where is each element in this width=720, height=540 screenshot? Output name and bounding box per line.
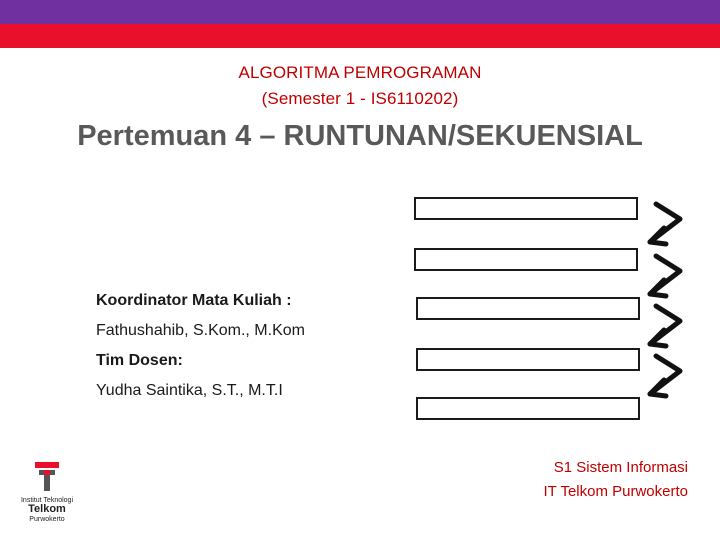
lecturer-info [96,286,305,406]
logo-line-1: Institut Teknologi [20,497,73,504]
footer-line-1: S1 Sistem Informasi [553,459,688,476]
sequence-box-4 [417,349,639,370]
sequence-box-1 [415,198,637,219]
team-label: Tim Dosen: [96,352,183,369]
sequence-box-3 [417,298,639,319]
flow-arrow-2 [650,256,680,296]
telkom-emblem-icon [34,462,60,492]
institution-logo [10,462,84,523]
top-bar-red [0,24,720,48]
logo-line-2: Telkom [28,503,66,516]
course-title: ALGORITMA PEMROGRAMAN [238,63,482,82]
semester-subtitle: (Semester 1 - IS6110202) [261,89,459,108]
coordinator-label: Koordinator Mata Kuliah : [96,292,292,309]
footer-program [544,456,689,504]
flow-arrow-4 [650,356,680,396]
top-bar-purple [0,0,720,24]
logo-line-3: Purwokerto [29,515,65,523]
team-name: Yudha Saintika, S.T., M.T.I [96,382,283,399]
sequence-diagram [408,190,698,430]
flow-arrow-1 [650,204,680,244]
sequence-box-2 [415,249,637,270]
footer-line-2: IT Telkom Purwokerto [543,483,688,500]
meeting-title: Pertemuan 4 – RUNTUNAN/SEKUENSIAL [77,120,643,152]
coordinator-name: Fathushahib, S.Kom., M.Kom [96,322,305,339]
flow-arrow-3 [650,306,680,346]
sequence-box-5 [417,398,639,419]
